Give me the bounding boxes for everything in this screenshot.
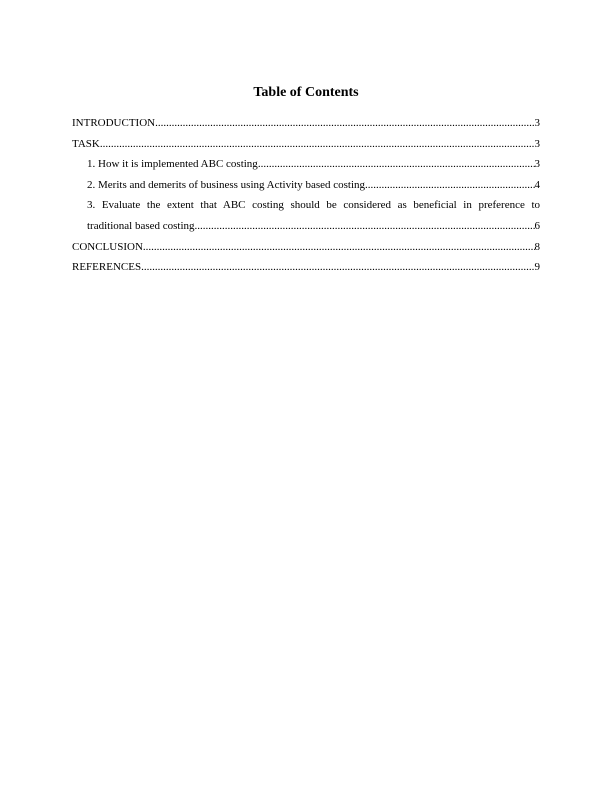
toc-entry-evaluate-line2[interactable] bbox=[72, 216, 540, 237]
toc-page-number: 4 bbox=[534, 178, 540, 191]
toc-entry-references[interactable] bbox=[72, 257, 540, 278]
toc-heading: Table of Contents bbox=[253, 85, 359, 100]
toc-entry-label: 3. Evaluate the extent that ABC costing should be considered as beneficial in preference to bbox=[87, 199, 540, 212]
toc-entry-abc-implementation[interactable] bbox=[72, 154, 540, 175]
table-of-contents bbox=[72, 113, 540, 278]
toc-entry-merits-demerits[interactable] bbox=[72, 175, 540, 196]
dot-leader bbox=[100, 134, 535, 155]
toc-entry-task[interactable] bbox=[72, 134, 540, 155]
toc-entry-conclusion[interactable] bbox=[72, 237, 540, 258]
toc-entry-introduction[interactable] bbox=[72, 113, 540, 134]
toc-page-number: 3 bbox=[534, 117, 540, 129]
toc-entry-label: 1. How it is implemented ABC costing bbox=[87, 158, 258, 171]
toc-entry-label: TASK bbox=[72, 137, 100, 150]
toc-page-number: 3 bbox=[534, 158, 540, 171]
toc-page-number: 9 bbox=[534, 261, 540, 274]
toc-page-number: 8 bbox=[534, 240, 540, 253]
toc-entry-label: traditional based costing bbox=[87, 219, 195, 232]
dot-leader bbox=[258, 154, 535, 175]
toc-page-number: 6 bbox=[534, 219, 540, 232]
dot-leader bbox=[141, 257, 534, 278]
toc-entry-label: 2. Merits and demerits of business using Activity based costing bbox=[87, 178, 366, 191]
dot-leader bbox=[365, 175, 534, 196]
toc-page-number: 3 bbox=[534, 137, 540, 150]
toc-entry-evaluate-line1[interactable] bbox=[72, 195, 540, 216]
dot-leader bbox=[143, 237, 535, 258]
dot-leader bbox=[155, 113, 534, 134]
dot-leader bbox=[195, 216, 535, 237]
toc-entry-label: CONCLUSION bbox=[72, 240, 143, 253]
toc-entry-label: INTRODUCTION bbox=[72, 117, 156, 129]
toc-entry-label: REFERENCES bbox=[72, 261, 142, 274]
